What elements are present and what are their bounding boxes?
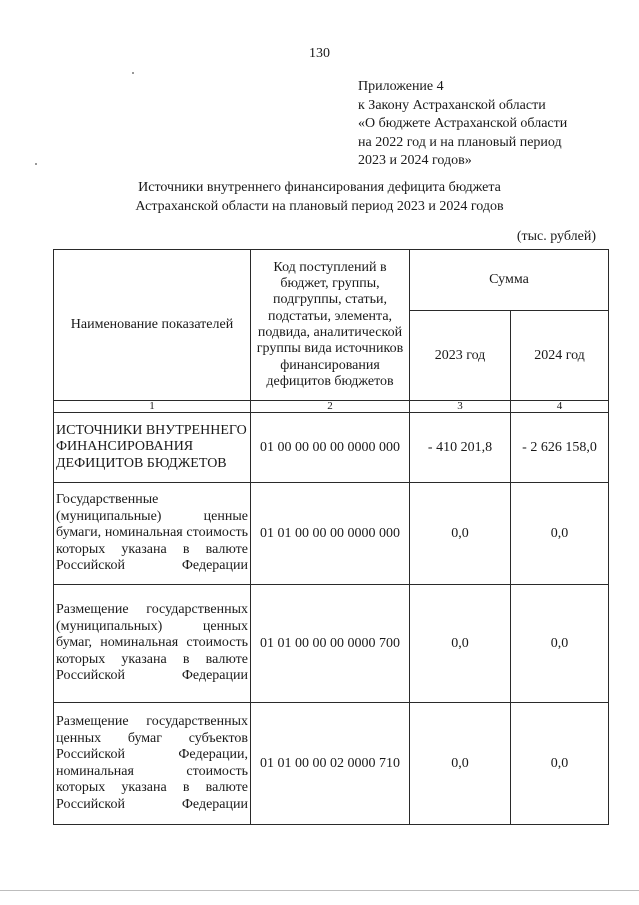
row-value-2023: 0,0 (410, 483, 511, 585)
column-number: 1 (54, 401, 251, 413)
title-line: Источники внутреннего финансирования дефицита бюджета (138, 180, 501, 195)
row-value-2024: - 2 626 158,0 (511, 413, 609, 483)
header-sum: Сумма (410, 250, 609, 311)
row-value-2024: 0,0 (511, 483, 609, 585)
table-row (54, 703, 609, 825)
row-code: 01 00 00 00 00 0000 000 (251, 413, 410, 483)
row-name: Размещение государственных ценных бумаг субъектов Российской Федерации, номинальная стоимость которых указана в валюте Российской Федерации (54, 703, 251, 825)
scan-edge-line (0, 890, 639, 891)
row-name: ИСТОЧНИКИ ВНУТРЕННЕГО ФИНАНСИРОВАНИЯ ДЕФИЦИТОВ БЮДЖЕТОВ (54, 413, 251, 483)
title-line: Астраханской области на плановый период 2023 и 2024 годов (135, 199, 504, 214)
appendix-line: «О бюджете Астраханской области (358, 116, 568, 131)
row-code: 01 01 00 00 02 0000 710 (251, 703, 410, 825)
appendix-line: 2023 и 2024 годов» (358, 153, 472, 168)
appendix-line: к Закону Астраханской области (358, 97, 546, 113)
header-code: Код поступлений в бюджет, группы, подгруппы, статьи, подстатьи, элемента, подвида, аналитической группы вида источников финансирования дефицитов бюджетов (251, 250, 410, 401)
row-value-2023: - 410 201,8 (410, 413, 511, 483)
document-title (0, 178, 639, 216)
row-value-2023: 0,0 (410, 585, 511, 703)
header-year-2023: 2023 год (410, 311, 511, 401)
row-code: 01 01 00 00 00 0000 000 (251, 483, 410, 585)
appendix-line: Приложение 4 (358, 79, 444, 94)
table-row (54, 483, 609, 585)
table-row (54, 413, 609, 483)
units-label: (тыс. рублей) (516, 229, 596, 244)
header-year-2024: 2024 год (511, 311, 609, 401)
scan-speck (132, 72, 134, 74)
row-value-2024: 0,0 (511, 703, 609, 825)
row-value-2023: 0,0 (410, 703, 511, 825)
appendix-line: на 2022 год и на плановый период (358, 134, 562, 150)
financing-sources-table (53, 249, 609, 825)
scan-speck (35, 163, 37, 165)
row-code: 01 01 00 00 00 0000 700 (251, 585, 410, 703)
column-number: 3 (410, 401, 511, 413)
header-name: Наименование показателей (54, 250, 251, 401)
column-numbers-row (54, 401, 609, 413)
table-row (54, 585, 609, 703)
column-number: 2 (251, 401, 410, 413)
row-value-2024: 0,0 (511, 585, 609, 703)
page-number: 130 (309, 46, 330, 61)
column-number: 4 (511, 401, 609, 413)
appendix-note (358, 78, 567, 171)
row-name: Размещение государственных (муниципальных) ценных бумаг, номинальная стоимость которых указана в валюте Российской Федерации (54, 585, 251, 703)
row-name: Государственные (муниципальные) ценные бумаги, номинальная стоимость которых указана в валюте Российской Федерации (54, 483, 251, 585)
